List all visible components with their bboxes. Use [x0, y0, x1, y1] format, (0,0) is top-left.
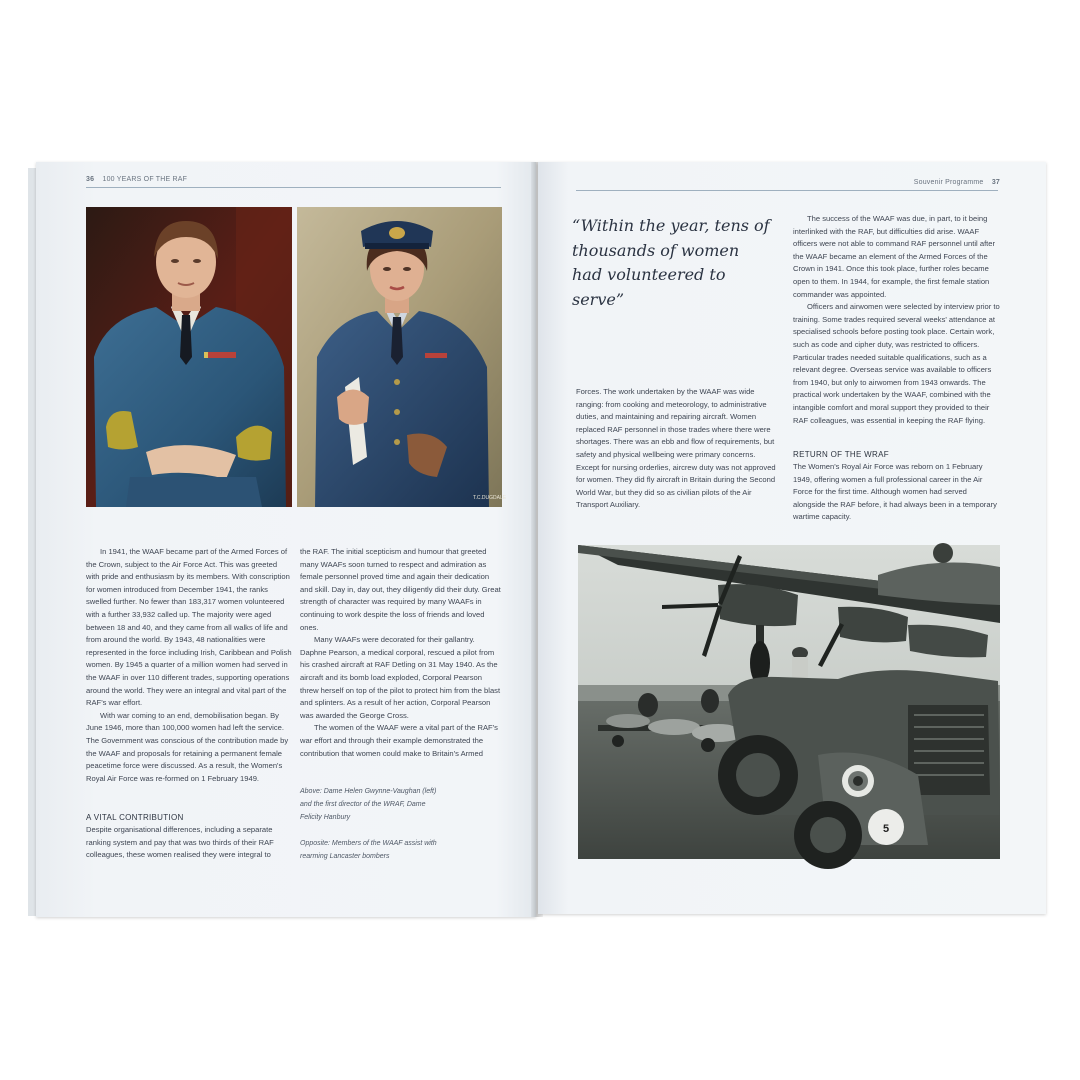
left-column-2 — [300, 546, 502, 760]
left-header-rule — [86, 187, 501, 188]
photo-rearming-lancaster — [578, 545, 1000, 859]
right-running-title: Souvenir Programme — [913, 179, 984, 186]
portrait-felicity-hanbury — [297, 207, 507, 507]
paragraph: the RAF. The initial scepticism and humour that greeted many WAAFs soon turned to respect and admiration as female personnel proved time and again their dedication and skill. Day in, day out, they diligently did their duty. Great strength of character was required by many WAAFs in continuing to work despite the loss of friends and loved ones. — [300, 547, 501, 632]
paragraph: The success of the WAAF was due, in part, to it being interlinked with the RAF, but difficulties did arise. WAAF officers were not able to command RAF personnel until after the WAAF became an element of the Armed Forces of the Crown in 1941. Once this took place, further roles became open to them. In 1944, for example, the first female station commander was appointed. — [793, 214, 996, 299]
right-header-rule — [576, 190, 998, 191]
heading-vital-contribution: A VITAL CONTRIBUTION — [86, 813, 184, 822]
caption-opposite: Opposite: Members of the WAAF assist with rearming Lancaster bombers — [300, 840, 437, 860]
portrait-gwynne-vaughan — [86, 207, 292, 507]
right-page — [538, 162, 1046, 914]
painting-signature: T.C.DUGDALE — [473, 495, 507, 501]
right-column-1 — [576, 386, 780, 512]
paragraph: The women of the WAAF were a vital part of the RAF's war effort and through their example demonstrated the contribution that women could make to Britain's Armed — [300, 723, 498, 758]
vital-contribution-text — [86, 824, 292, 862]
paragraph: Despite organisational differences, including a separate ranking system and pay that was two thirds of their RAF colleagues, these women realised they were integral to — [86, 825, 274, 860]
paragraph: Many WAAFs were decorated for their gallantry. Daphne Pearson, a medical corporal, rescued a pilot from his crashed aircraft at RAF Detling on 31 May 1940. As the aircraft and its bomb load exploded, Corporal Pearson threw herself on top of the pilot to protect him from the blast and splinters. As a result of her action, Corporal Pearson was awarded the George Cross. — [300, 635, 501, 720]
left-page — [36, 162, 536, 917]
caption-above: Above: Dame Helen Gwynne-Vaughan (left) and the first director of the WRAF, Dame Felicity Hanbury — [300, 788, 437, 821]
tractor-number: 5 — [882, 823, 890, 835]
left-page-number: 36 — [86, 176, 95, 183]
paragraph: Forces. The work undertaken by the WAAF was wide ranging: from cooking and meteorology, to administrative duties, and maintaining and repairing aircraft. Women replaced RAF personnel in those trades where there were shortages. There was an ebb and flow of requirements, but safety and physical wellbeing were primary concerns. Except for nursing orderlies, aircrew duty was not approved for women. They did fly aircraft in Britain during the Second World War, but they did so as civilian pilots of the Air Transport Auxiliary. — [576, 387, 776, 510]
heading-return-of-wraf: RETURN OF THE WRAF — [793, 450, 889, 459]
portrait-felicity-hanbury-painting — [297, 207, 507, 507]
right-page-number: 37 — [991, 179, 1000, 186]
right-column-2 — [793, 213, 1001, 427]
portrait-gwynne-vaughan-painting — [86, 207, 292, 507]
return-of-wraf-text — [793, 461, 1001, 524]
paragraph: Officers and airwomen were selected by interview prior to training. Some trades required several weeks' attendance at specialised schools before posting took place. Certain work, such as code and cipher duty, was restricted to officers. Particular trades needed suitable qualifications, such as a relevant degree. Overseas service was available to officers from 1940, but only to airwomen from 1943 onwards. The practical work undertaken by the WAAF, combined with the intangible comfort and moral support they provided to their RAF colleagues, was essential in keeping the RAF flying. — [793, 302, 1000, 425]
paragraph: In 1941, the WAAF became part of the Armed Forces of the Crown, subject to the Air Force Act. This was greeted with pride and enthusiasm by its members. With conscription for women introduced from December 1941, the ranks swelled further. No fewer than 183,317 women volunteered with a further 33,932 called up. The majority were aged between 18 and 40, and they came from all walks of life and from around the world. By 1943, 48 nationalities were represented in the force including Irish, Caribbean and Polish women. By 1945 a quarter of a million women had served in the WAAF in over 110 different trades, supporting operations around the world. They were an integral and vital part of the RAF's war effort. — [86, 547, 292, 708]
lancaster-rearming-photo — [578, 545, 1000, 859]
paragraph: With war coming to an end, demobilisation began. By June 1946, more than 100,000 women had left the service. The Government was conscious of the contribution made by the WAAF and proposals for retaining a permanent female peacetime force were discussed. As a result, the Women's Royal Air Force was re-formed on 1 February 1949. — [86, 710, 289, 783]
left-column-1 — [86, 546, 292, 785]
paragraph: The Women's Royal Air Force was reborn on 1 February 1949, offering women a full professional career in the Air Force for the first time. Although women had served alongside the RAF before, it had always been in a temporary wartime capacity. — [793, 462, 997, 522]
left-running-title: 100 YEARS OF THE RAF — [102, 176, 188, 183]
pull-quote: “Within the year, tens of thousands of women had volunteered to serve” — [572, 216, 770, 309]
right-running-header — [914, 179, 1000, 186]
left-running-header — [86, 176, 187, 183]
